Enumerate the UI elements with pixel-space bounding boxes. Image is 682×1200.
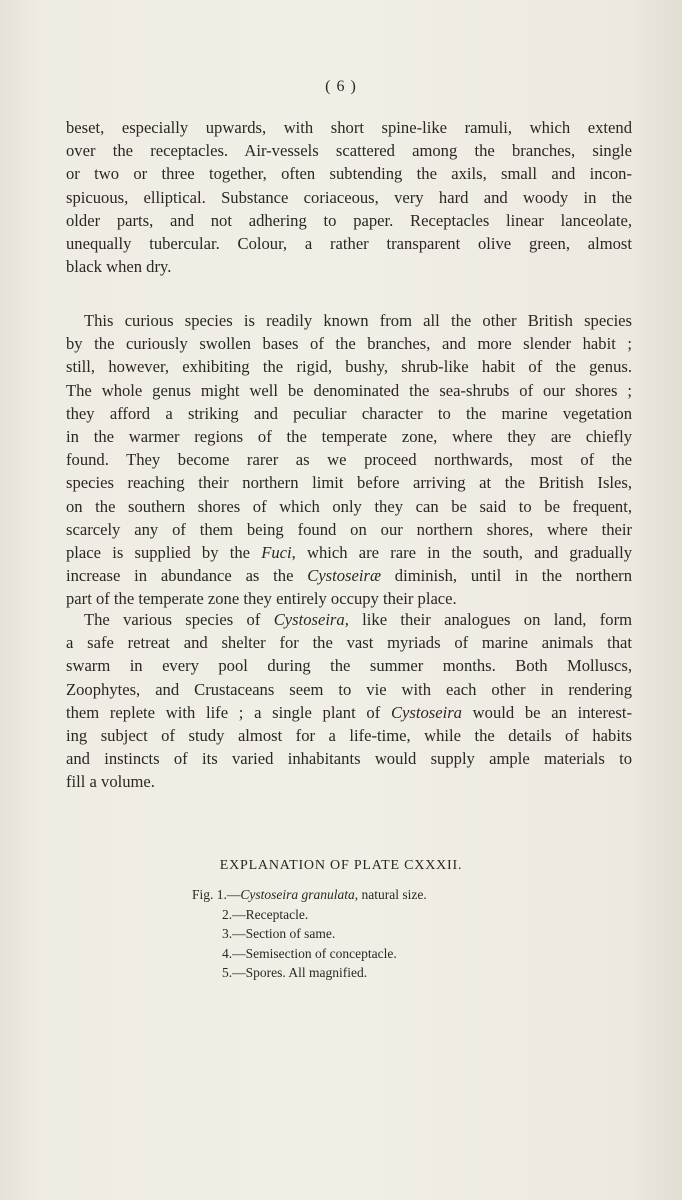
- figure-item: 2.—Receptacle.: [222, 906, 309, 922]
- text-line: or two or three together, often subtending the axils, small and incon-: [66, 164, 632, 184]
- text-line: fill a volume.: [66, 772, 155, 792]
- text-line: black when dry.: [66, 257, 172, 277]
- figure-item: Fig. 1.—Cystoseira granulata, natural size.: [192, 887, 427, 902]
- text-line: swarm in every pool during the summer months. Both Molluscs,: [66, 656, 632, 676]
- figure-item: 4.—Semisection of conceptacle.: [222, 945, 397, 961]
- text-line: older parts, and not adhering to paper. Receptacles linear lanceolate,: [66, 210, 632, 230]
- text-line: over the receptacles. Air-vessels scattered among the branches, single: [66, 141, 632, 161]
- text-line: they afford a striking and peculiar character to the marine vegetation: [66, 403, 632, 423]
- species-description: [66, 116, 632, 278]
- text-line: part of the temperate zone they entirely occupy their place.: [66, 589, 457, 609]
- text-line: unequally tubercular. Colour, a rather transparent olive green, almost: [66, 234, 632, 254]
- text-line: Zoophytes, and Crustaceans seem to vie with each other in rendering: [66, 679, 632, 699]
- text-line: and instincts of its varied inhabitants would supply ample materials to: [66, 749, 632, 769]
- text-line: increase in abundance as the Cystoseiræ diminish, until in the northern: [66, 566, 633, 586]
- text-line: The whole genus might well be denominated the sea-shrubs of our shores ;: [66, 380, 632, 400]
- text-line: found. They become rarer as we proceed northwards, most of the: [66, 450, 632, 470]
- text-line: by the curiously swollen bases of the branches, and more slender habit ;: [66, 334, 632, 354]
- text-line: This curious species is readily known from all the other British species: [84, 311, 632, 330]
- text-line: on the southern shores of which only they can be said to be frequent,: [66, 496, 632, 516]
- text-line: a safe retreat and shelter for the vast myriads of marine animals that: [66, 633, 632, 653]
- text-line: still, however, exhibiting the rigid, bushy, shrub-like habit of the genus.: [66, 357, 632, 377]
- text-line: place is supplied by the Fuci, which are rare in the south, and gradually: [66, 543, 632, 563]
- figure-item: 3.—Section of same.: [222, 926, 336, 941]
- page-number: ( 6 ): [325, 78, 357, 95]
- text-line: species reaching their northern limit before arriving at the British Isles,: [66, 473, 632, 493]
- text-line: The various species of Cystoseira, like their analogues on land, form: [84, 610, 633, 629]
- paragraph-shelter: [66, 608, 632, 794]
- text-line: in the warmer regions of the temperate zone, where they are chiefly: [66, 427, 632, 447]
- text-line: beset, especially upwards, with short spine-like ramuli, which extend: [66, 118, 632, 137]
- text-line: ing subject of study almost for a life-time, while the details of habits: [66, 726, 632, 746]
- figure-item: 5.—Spores. All magnified.: [222, 965, 368, 980]
- text-line: spicuous, elliptical. Substance coriaceous, very hard and woody in the: [66, 187, 632, 207]
- paragraph-habit: [66, 309, 632, 611]
- text-line: scarcely any of them being found on our northern shores, where their: [66, 519, 632, 539]
- text-line: them replete with life ; a single plant of Cystoseira would be an interest-: [66, 702, 632, 722]
- plate-explanation-heading: EXPLANATION OF PLATE CXXXII.: [219, 858, 463, 873]
- figure-list: [192, 885, 427, 983]
